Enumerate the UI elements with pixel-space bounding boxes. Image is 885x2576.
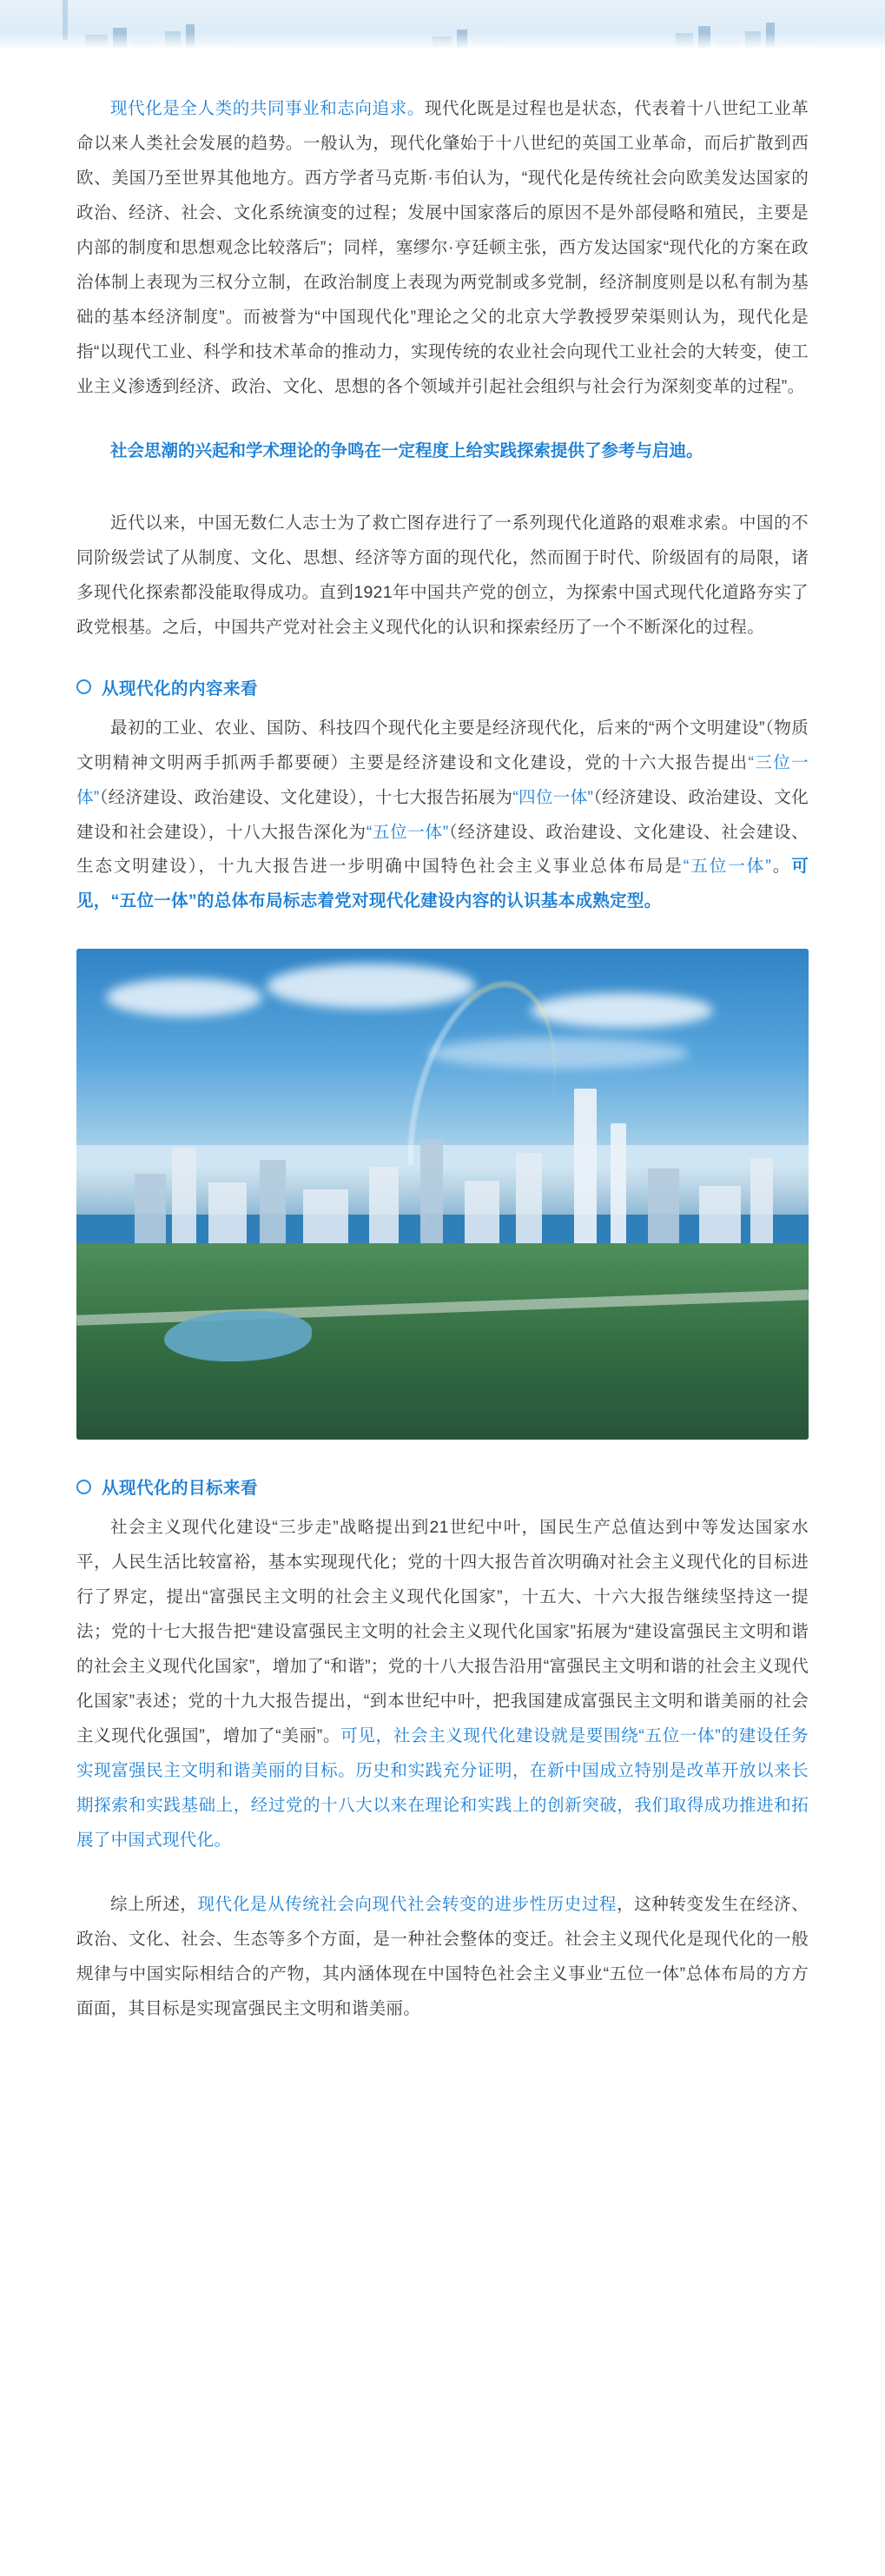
paragraph-history: 近代以来，中国无数仁人志士为了救亡图存进行了一系列现代化道路的艰难求索。中国的不同阶级尝试了从制度、文化、思想、经济等方面的现代化，然而囿于时代、阶级固有的局限，诸多现代化探索都没能取得成功。直到1921年中国共产党的创立，为探索中国式现代化道路夯实了政党根基。之后，中国共产党对社会主义现代化的认识和探索经历了一个不断深化的过程。 <box>76 513 809 637</box>
photo-building <box>465 1181 499 1243</box>
photo-tower <box>611 1123 626 1254</box>
concl-seg-1: 现代化是从传统社会向现代社会转变的进步性历史过程 <box>197 1895 618 1915</box>
photo-cloud <box>531 993 713 1028</box>
photo-tower <box>574 1089 597 1254</box>
section-header-content <box>76 675 809 699</box>
circle-bullet-icon <box>76 679 91 694</box>
intro-highlight: 现代化是全人类的共同事业和志向追求。 <box>110 99 425 118</box>
seg-4: （经济建设、政治建设、文化建设和社会建设），十八大报告深化为 <box>76 787 809 842</box>
photo-cloud <box>106 978 262 1016</box>
paragraph-intro <box>76 92 809 405</box>
paragraph-conclusion <box>76 1888 809 2027</box>
photo-building <box>648 1169 679 1243</box>
circle-bullet-icon <box>76 1480 91 1494</box>
seg-7: “五位一体” <box>683 857 772 877</box>
seg-6: （经济建设、政治建设、文化建设、社会建设、生态文明建设），十九大报告进一步明确中国特色社会主义事业总体布局是 <box>76 822 809 877</box>
photo-building <box>750 1158 773 1243</box>
concl-seg-2: ，这种转变发生在经济、政治、文化、社会、生态等多个方面，是一种社会整体的变迁。社会主义现代化是现代化的一般规律与中国实际相结合的产物，其内涵体现在中国特色社会主义事业“五位一体”总体布局的方方面面，其目标是实现富强民主文明和谐美丽。 <box>76 1895 809 2018</box>
intro-body: 现代化既是过程也是状态，代表着十八世纪工业革命以来人类社会发展的趋势。一般认为，现代化肇始于十八世纪的英国工业革命，而后扩散到西欧、美国乃至世界其他地方。西方学者马克斯·韦伯认为，“现代化是传统社会向欧美发达国家的政治、经济、社会、文化系统演变的过程；发展中国家落后的原因不是外部侵略和殖民，主要是内部的制度和思想观念比较落后”；同样，塞缪尔·亨廷顿主张，西方发达国家“现代化的方案在政治体制上表现为三权分立制，在政治制度上表现为两党制或多党制，经济制度则是以私有制为基础的基本经济制度”。而被誉为“中国现代化”理论之父的北京大学教授罗荣渠则认为，现代化是指“以现代工业、科学和技术革命的推动力，实现传统的农业社会向现代工业社会的大转变，使工业主义渗透到经济、政治、文化、思想的各个领域并引起社会组织与社会行为深刻变革的过程”。 <box>76 99 809 396</box>
seg-8: 。 <box>771 857 792 877</box>
goal-seg-1: 可见，社会主义现代化建设就是要围绕“五位一体”的建设任务实现富强民主文明和谐美丽的目标。历史和实践充分证明，在新中国成立特别是改革开放以来长期探索和实践基础上，经过党的十八大以来在理论和实践上的创新突破，我们取得成功推进和拓展了中国式现代化。 <box>76 1726 809 1851</box>
seg-2: （经济建设、政治建设、文化建设），十七大报告拓展为 <box>99 787 513 807</box>
photo-building <box>420 1139 443 1243</box>
concl-seg-0: 综上所述， <box>110 1895 198 1915</box>
banner-fade <box>0 33 885 52</box>
seg-9: 可见，“五位一体”的总体布局标志着党对现代化建设内容的认识基本成熟定型。 <box>76 857 809 911</box>
photo-building <box>208 1182 247 1243</box>
section-title-content: 从现代化的内容来看 <box>102 679 259 699</box>
goal-seg-0: 社会主义现代化建设“三步走”战略提出到21世纪中叶，国民生产总值达到中等发达国家水平，人民生活比较富裕，基本实现现代化；党的十四大报告首次明确对社会主义现代化的目标进行了界定，提出“富强民主文明的社会主义现代化国家”，十五大、十六大报告继续坚持这一提法；党的十七大报告把“建设富强民主文明的社会主义现代化国家”拓展为“建设富强民主文明和谐的社会主义现代化国家”，增加了“和谐”；党的十八大报告沿用“富强民主文明和谐的社会主义现代化国家”表述；党的十九大报告提出，“到本世纪中叶，把我国建成富强民主文明和谐美丽的社会主义现代化强国”，增加了“美丽”。 <box>76 1518 809 1746</box>
photo-building <box>172 1148 196 1243</box>
seg-3: “四位一体” <box>512 787 594 807</box>
footer-spacer <box>76 2056 809 2081</box>
article-content <box>0 92 885 2133</box>
seg-1: “三位一体” <box>76 752 809 807</box>
seg-0: 最初的工业、农业、国防、科技四个现代化主要是经济现代化，后来的“两个文明建设”（物质文明精神文明两手抓两手都要硬）主要是经济建设和文化建设，党的十六大报告提出 <box>76 718 809 772</box>
section-header-goal <box>76 1474 809 1499</box>
seg-5: “五位一体” <box>366 822 449 842</box>
section-title-goal: 从现代化的目标来看 <box>102 1479 259 1499</box>
paragraph-section-content <box>76 712 809 920</box>
photo-building <box>516 1153 542 1243</box>
cityscape-photo <box>76 949 809 1440</box>
photo-building <box>260 1160 286 1243</box>
photo-building <box>303 1189 348 1243</box>
paragraph-lead: 社会思潮的兴起和学术理论的争鸣在一定程度上给实践探索提供了参考与启迪。 <box>110 440 703 460</box>
photo-building <box>369 1167 399 1243</box>
photo-building <box>699 1186 741 1243</box>
article-photo-wrapper <box>76 949 809 1440</box>
photo-building <box>135 1174 166 1243</box>
paragraph-section-goal <box>76 1511 809 1858</box>
header-banner <box>0 0 885 52</box>
